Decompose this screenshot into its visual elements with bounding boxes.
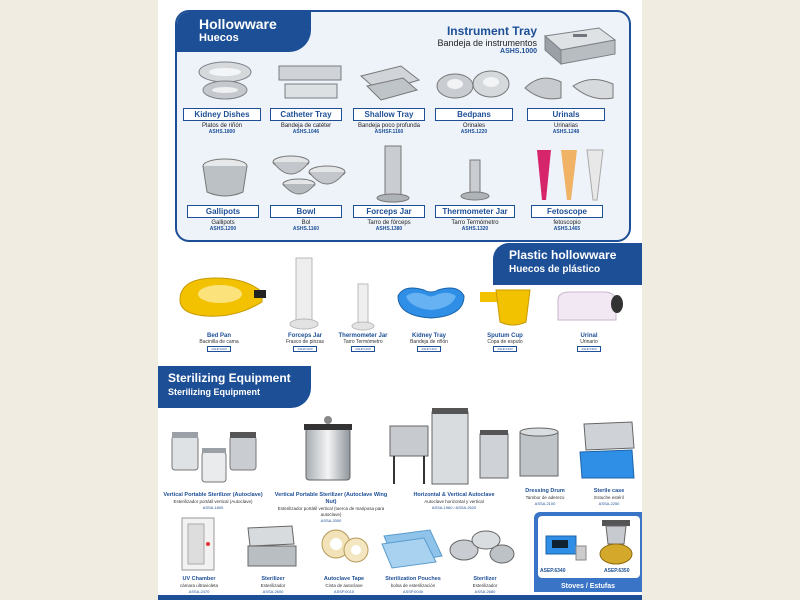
- sterilizing-item-sub: cámara ultravioleta: [179, 583, 219, 588]
- plastic-item-sub: Bacinilla de cama: [199, 339, 239, 345]
- item-code: ASHS.1320: [461, 226, 489, 232]
- item-sub: Platos de riñón: [201, 123, 243, 129]
- sterilizing-item: [378, 576, 448, 594]
- instrument-tray-label: [437, 24, 537, 55]
- sterilizing-item-sub: Esterilizador: [472, 583, 498, 588]
- hollowware-item: [270, 205, 342, 232]
- sterilizing-item-code: ASSA.2250: [598, 501, 620, 506]
- stove-code-1: ASEP.6340: [540, 568, 566, 574]
- sterilizing-item: [454, 576, 516, 594]
- plastic-item-code: ASHP.1000: [207, 346, 231, 352]
- sterilizing-item-code: ASSA.2100: [534, 501, 556, 506]
- item-label: Bedpans: [435, 108, 513, 121]
- sterilizing-item-name: UV Chamber: [182, 576, 216, 582]
- hollowware-header: [177, 12, 311, 52]
- urinals-image: [521, 68, 619, 104]
- hollowware-title: Hollowware: [199, 16, 277, 32]
- sterilizing-item-code: ASSP.0010: [333, 589, 355, 594]
- hollowware-item: [435, 108, 513, 135]
- hollowware-item: [353, 108, 425, 135]
- stove-code-2: ASEP.6350: [604, 568, 630, 574]
- hollowware-item: [353, 205, 425, 232]
- sterilizing-item-code: ASSA.1800: [202, 505, 224, 510]
- sterilizing-item-sub: Esterilizador: [260, 583, 286, 588]
- item-label: Gallipots: [187, 205, 259, 218]
- kerosene-stove-image: [596, 518, 636, 568]
- plastic-item-name: Kidney Tray: [411, 333, 446, 339]
- sterilization-pouches-image: [380, 526, 446, 570]
- plastic-subtitle: Huecos de plástico: [509, 264, 601, 275]
- hollowware-item: [183, 108, 261, 135]
- plastic-item-name: Urinal: [580, 333, 598, 339]
- item-sub: fetoscopio: [553, 220, 581, 226]
- sterilizing-item: [404, 492, 504, 510]
- plastic-title: Plastic hollowware: [509, 248, 617, 262]
- item-sub: Bandeja poco profunda: [357, 123, 421, 129]
- sterilizer-set-image: [446, 522, 518, 570]
- item-sub: Tarro de fórceps: [367, 220, 411, 226]
- hollowware-item: [187, 205, 259, 232]
- item-sub: Bandeja de catéter: [280, 123, 332, 129]
- sterilizing-item-name: Sterilizer: [261, 576, 285, 582]
- item-label: Forceps Jar: [353, 205, 425, 218]
- sterilizing-item: [244, 576, 302, 594]
- item-sub: Gallipots: [211, 220, 235, 226]
- item-label: Shallow Tray: [353, 108, 425, 121]
- plastic-kidney-tray-image: [394, 282, 468, 322]
- instrument-tray-name: Instrument Tray: [446, 24, 537, 38]
- shallow-tray-image: [357, 62, 423, 102]
- sterilizing-item-sub: Cinta de autoclave: [325, 583, 363, 588]
- plastic-item: [470, 333, 540, 352]
- gallipots-image: [199, 156, 251, 200]
- sterilizing-item-sub: Autoclave horizontal y vertical: [424, 499, 484, 504]
- plastic-item-name: Bed Pan: [206, 333, 231, 339]
- horizontal-vertical-autoclave-image: [386, 404, 520, 490]
- stoves-panel: [534, 512, 642, 592]
- sterilizing-item-code: ASSA.2000: [320, 518, 342, 523]
- item-sub: Tarro Termómetro: [451, 220, 499, 226]
- sterilizing-item-name: Sterile case: [593, 488, 625, 494]
- stoves-inner: [538, 516, 640, 578]
- item-label: Fetoscope: [531, 205, 603, 218]
- item-code: ASHS.1800: [208, 129, 236, 135]
- sterilizing-item-name: Vertical Portable Sterilizer (Autoclave): [163, 492, 263, 498]
- vertical-autoclave-image: [166, 426, 260, 488]
- sterilizing-item-sub: Esterilizador portátil vertical (Autoclave): [173, 499, 253, 504]
- plastic-forceps-jar-image: [288, 256, 320, 332]
- sterilizing-item-name: Sterilizer: [473, 576, 497, 582]
- item-code: ASHS.1160: [292, 226, 320, 232]
- hollowware-item: [527, 108, 605, 135]
- bottom-rule: [158, 595, 642, 600]
- sterilizing-item: [314, 576, 374, 594]
- item-label: Urinals: [527, 108, 605, 121]
- plastic-item-name: Thermometer Jar: [338, 333, 388, 339]
- catheter-tray-image: [275, 62, 345, 102]
- plastic-item-code: ASHP.1500: [577, 346, 601, 352]
- sterilizing-item: [270, 492, 392, 523]
- sterilizing-item: [170, 576, 228, 594]
- plastic-item-sub: Tarro Termómetro: [343, 339, 383, 345]
- sterilizing-item-code: ASSP.0040: [402, 589, 424, 594]
- plastic-item-code: ASHP.1100: [293, 346, 317, 352]
- hollowware-item: [435, 205, 515, 232]
- item-code: ASHS.1200: [209, 226, 237, 232]
- plastic-item-sub: Frasco de pinzas: [285, 339, 325, 345]
- plastic-item-sub: Bandeja de riñón: [410, 339, 448, 345]
- bedpans-image: [433, 64, 513, 104]
- item-code: ASHSF.1160: [374, 129, 404, 135]
- sterilizing-item-code: ASSA.2600: [262, 589, 284, 594]
- item-code: ASHS.1465: [553, 226, 581, 232]
- sterilizing-item-code: ASSA.2680: [474, 589, 496, 594]
- item-code: ASHS.1380: [375, 226, 403, 232]
- gas-stove-image: [544, 530, 588, 568]
- instrument-tray-code: ASHS.1000: [500, 48, 537, 55]
- item-sub: Orinales: [462, 123, 486, 129]
- plastic-item-sub: Copa de esputo: [487, 339, 523, 345]
- forceps-jar-image: [373, 144, 413, 204]
- sterilizing-item-code: ASSA.2470: [188, 589, 210, 594]
- hollowware-item: [531, 205, 603, 232]
- sterile-case-image: [576, 420, 636, 480]
- plastic-sputum-cup-image: [478, 284, 534, 328]
- plastic-thermometer-jar-image: [350, 282, 376, 332]
- uv-chamber-image: [180, 516, 216, 572]
- item-label: Bowl: [270, 205, 342, 218]
- sterilizing-item-code: ASSA.1960 / ASSA.2620: [431, 505, 477, 510]
- sterilizing-item: [160, 492, 266, 510]
- sterilizing-item-sub: bolsa de esterilización: [390, 583, 436, 588]
- dressing-drum-image: [516, 426, 562, 482]
- sterilizing-item-name: Vertical Portable Sterilizer (Autoclave Wing Nut): [274, 492, 388, 505]
- plastic-item-name: Sputum Cup: [487, 333, 523, 339]
- sterilizing-item-sub: Tambor de aderezo: [525, 495, 565, 500]
- item-label: Kidney Dishes: [183, 108, 261, 121]
- sterilizer-box-image: [242, 524, 302, 570]
- item-code: ASHS.1046: [292, 129, 320, 135]
- plastic-item-name: Forceps Jar: [287, 333, 323, 339]
- sterilizing-item: [578, 488, 640, 506]
- item-sub: Urinarias: [553, 123, 578, 129]
- thermometer-jar-image: [455, 158, 495, 202]
- sterilizing-header: [158, 366, 311, 408]
- catalog-page: [158, 0, 642, 600]
- instrument-tray-sub: Bandeja de instrumentos: [437, 38, 537, 48]
- item-code: ASHS.1248: [552, 129, 580, 135]
- wing-nut-autoclave-image: [298, 414, 358, 488]
- stoves-title: Stoves / Estufas: [560, 583, 616, 590]
- plastic-item: [328, 333, 398, 352]
- plastic-bed-pan-image: [176, 270, 268, 322]
- plastic-item-code: ASHP.1300: [417, 346, 441, 352]
- plastic-hollowware-header: [493, 243, 642, 285]
- hollowware-item: [270, 108, 342, 135]
- hollowware-subtitle: Huecos: [199, 32, 239, 44]
- plastic-item: [394, 333, 464, 352]
- plastic-item-code: ASHP.1200: [351, 346, 375, 352]
- fetoscope-image: [531, 148, 611, 204]
- plastic-item: [554, 333, 624, 352]
- sterilizing-title: Sterilizing Equipment: [168, 371, 291, 385]
- item-sub: Bol: [301, 220, 311, 226]
- sterilizing-item-sub: Estuche estéril: [594, 495, 624, 500]
- plastic-item: [184, 333, 254, 352]
- sterilizing-item-name: Dressing Drum: [525, 488, 565, 494]
- sterilizing-item-sub: Esterilizador portátil vertical (tuerca de mariposa para autoclave): [277, 506, 385, 517]
- sterilizing-item-name: Autoclave Tape: [323, 576, 365, 582]
- plastic-urinal-image: [554, 286, 626, 326]
- instrument-tray-image: [539, 22, 619, 66]
- item-label: Thermometer Jar: [435, 205, 515, 218]
- hollowware-panel: [175, 10, 631, 242]
- bowl-image: [269, 152, 349, 202]
- item-label: Catheter Tray: [270, 108, 342, 121]
- kidney-dishes-image: [195, 58, 255, 102]
- autoclave-tape-image: [318, 524, 372, 568]
- sterilizing-subtitle: Sterilizing Equipment: [168, 387, 261, 397]
- plastic-item-code: ASHP.1400: [493, 346, 517, 352]
- plastic-item-sub: Urinario: [580, 339, 598, 345]
- item-code: ASHS.1220: [460, 129, 488, 135]
- sterilizing-item: [510, 488, 580, 506]
- sterilizing-item-name: Horizontal & Vertical Autoclave: [413, 492, 495, 498]
- sterilizing-item-name: Sterilization Pouches: [385, 576, 441, 582]
